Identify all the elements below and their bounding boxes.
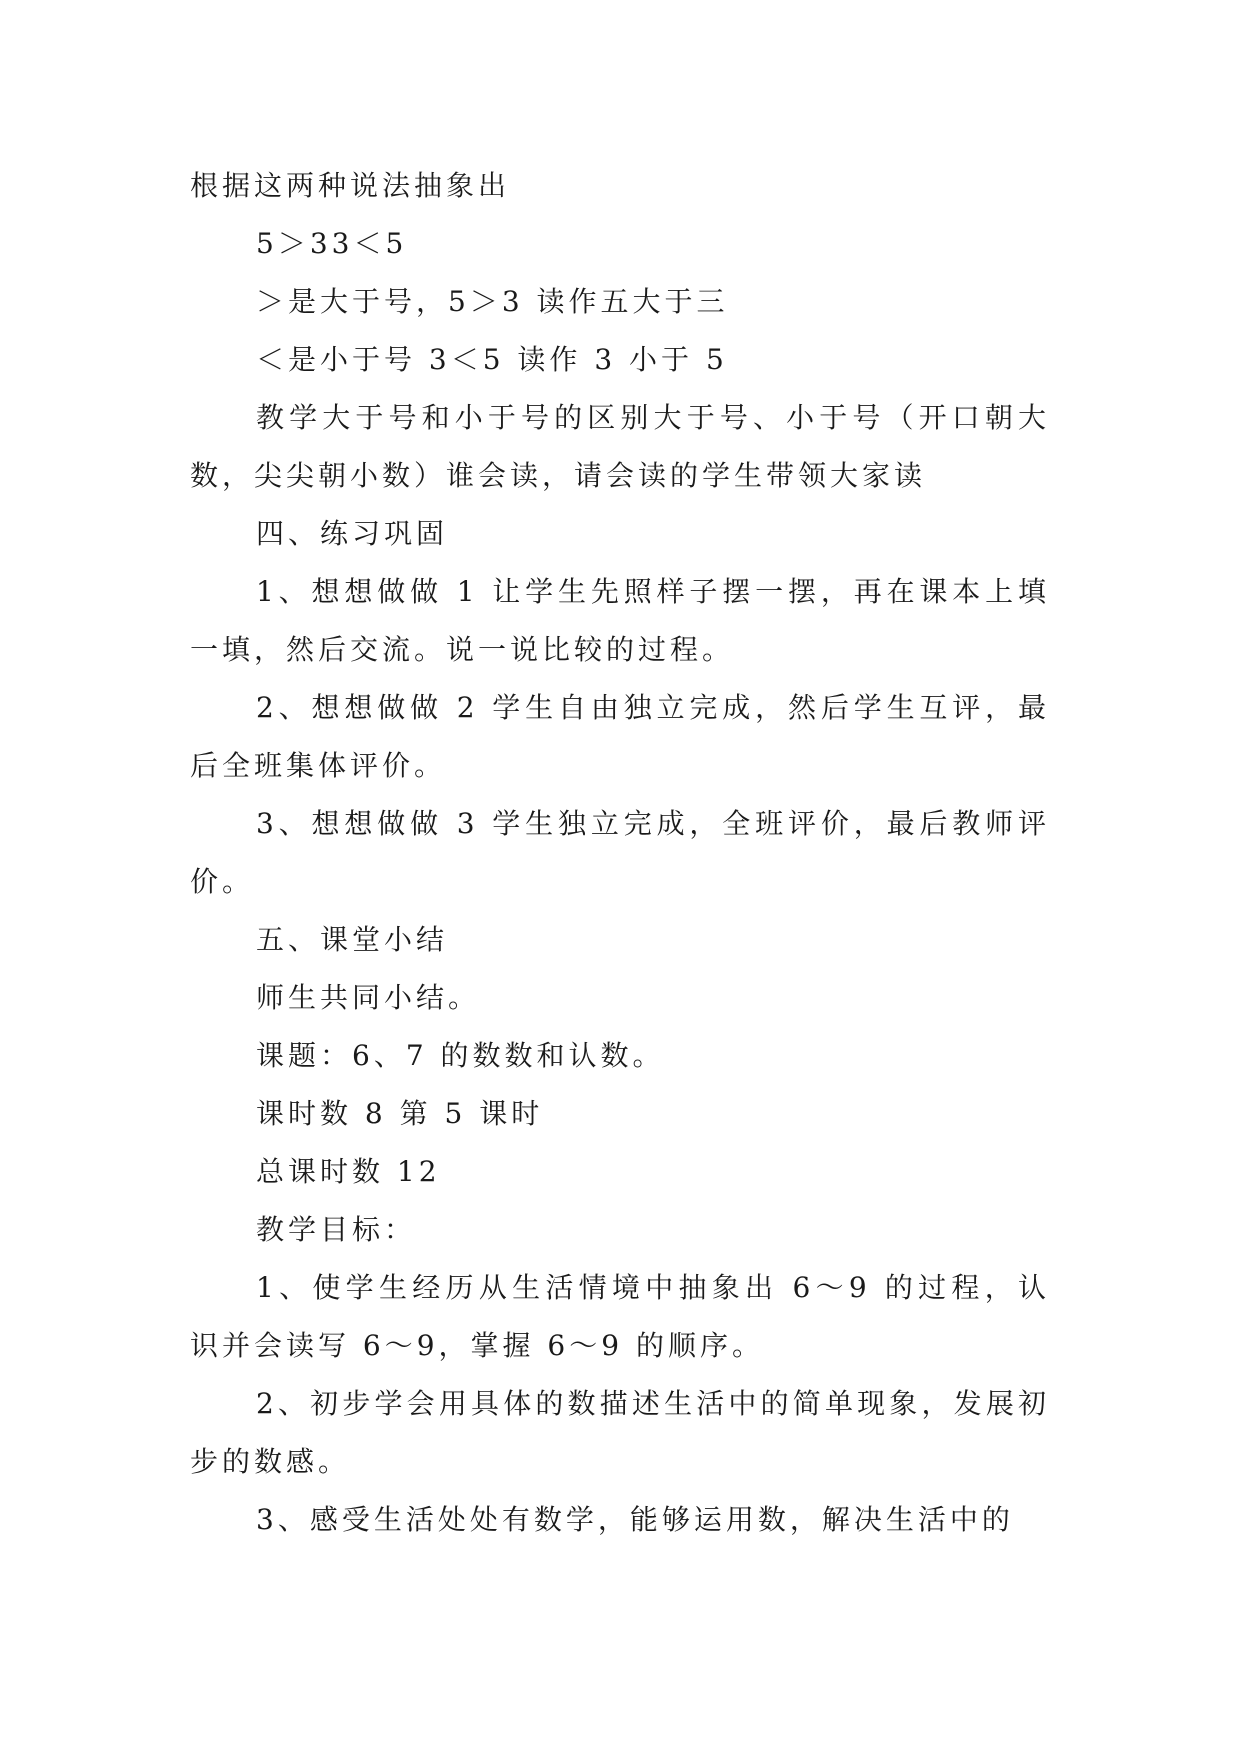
paragraph: 教学大于号和小于号的区别大于号、小于号（开口朝大数，尖尖朝小数）谁会读，请会读的学生带领大家读 [190,401,1050,492]
section-heading: 教学目标： [256,1213,417,1246]
paragraph: 课题：6、7 的数数和认数。 [256,1039,665,1072]
paragraph: 5＞33＜5 [256,227,408,260]
section-heading: 四、练习巩固 [256,517,449,550]
document-body [190,157,1050,1549]
paragraph: 师生共同小结。 [256,981,481,1014]
paragraph: 2、想想做做 2 学生自由独立完成，然后学生互评，最后全班集体评价。 [190,691,1050,782]
paragraph: 总课时数 12 [256,1155,441,1188]
paragraph: 2、初步学会用具体的数描述生活中的简单现象，发展初步的数感。 [190,1387,1050,1478]
paragraph: 根据这两种说法抽象出 [190,169,511,202]
paragraph: 3、感受生活处处有数学，能够运用数，解决生活中的 [256,1503,1014,1536]
paragraph: 1、使学生经历从生活情境中抽象出 6～9 的过程，认识并会读写 6～9，掌握 6～9 的顺序。 [190,1271,1050,1362]
paragraph: 1、想想做做 1 让学生先照样子摆一摆，再在课本上填一填，然后交流。说一说比较的过程。 [190,575,1050,666]
paragraph: 课时数 8 第 5 课时 [256,1097,544,1130]
paragraph: ＞是大于号，5＞3 读作五大于三 [256,285,729,318]
paragraph: ＜是小于号 3＜5 读作 3 小于 5 [256,343,728,376]
paragraph: 3、想想做做 3 学生独立完成，全班评价，最后教师评价。 [190,807,1050,898]
section-heading: 五、课堂小结 [256,923,449,956]
